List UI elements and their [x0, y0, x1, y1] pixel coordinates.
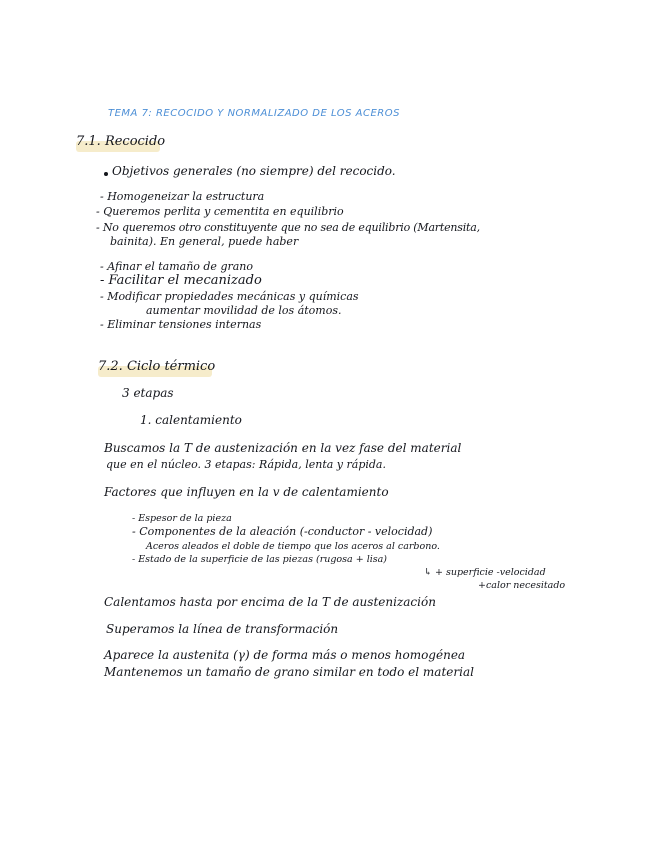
- body-line: Mantenemos un tamaño de grano similar en todo el material: [104, 665, 474, 679]
- list-item: aumentar movilidad de los átomos.: [146, 304, 342, 317]
- factor-item: - Componentes de la aleación (-conductor - velocidad): [132, 525, 433, 538]
- list-item: - Queremos perlita y cementita en equilibrio: [96, 205, 344, 218]
- section-heading-recocido: 7.1. Recocido: [76, 134, 166, 149]
- body-line: Calentamos hasta por encima de la T de austenización: [104, 595, 436, 609]
- list-item: - No queremos otro constituyente que no sea de equilibrio (Martensita,: [96, 221, 480, 234]
- body-line: Superamos la línea de transformación: [106, 622, 339, 636]
- page-title: TEMA 7: RECOCIDO Y NORMALIZADO DE LOS ACEROS: [108, 108, 400, 119]
- list-item: - Modificar propiedades mecánicas y químicas: [100, 290, 359, 303]
- body-line: Factores que influyen en la v de calentamiento: [104, 485, 389, 499]
- list-item: - Homogeneizar la estructura: [100, 190, 265, 203]
- body-line: que en el núcleo. 3 etapas: Rápida, lenta y rápida.: [106, 458, 386, 471]
- section-heading-ciclo-termico: 7.2. Ciclo térmico: [98, 359, 216, 374]
- list-item: - Eliminar tensiones internas: [100, 318, 262, 331]
- list-item: - Facilitar el mecanizado: [100, 273, 262, 288]
- body-line: Aparece la austenita (γ) de forma más o menos homogénea: [104, 648, 466, 662]
- objectives-line: Objetivos generales (no siempre) del recocido.: [112, 164, 396, 178]
- bullet-dot: [104, 172, 108, 176]
- factor-note: ↳ + superficie -velocidad: [424, 567, 546, 578]
- list-item: - Afinar el tamaño de grano: [100, 260, 254, 273]
- factor-note: Aceros aleados el doble de tiempo que los aceros al carbono.: [146, 541, 440, 552]
- factor-item: - Espesor de la pieza: [132, 513, 232, 524]
- stages-label: 3 etapas: [122, 386, 174, 400]
- stage-1-label: 1. calentamiento: [140, 413, 242, 427]
- body-line: Buscamos la T de austenización en la vez fase del material: [104, 441, 462, 455]
- list-item: bainita). En general, puede haber: [110, 235, 299, 248]
- factor-item: - Estado de la superficie de las piezas (rugosa + lisa): [132, 554, 388, 565]
- factor-note: +calor necesitado: [478, 580, 566, 591]
